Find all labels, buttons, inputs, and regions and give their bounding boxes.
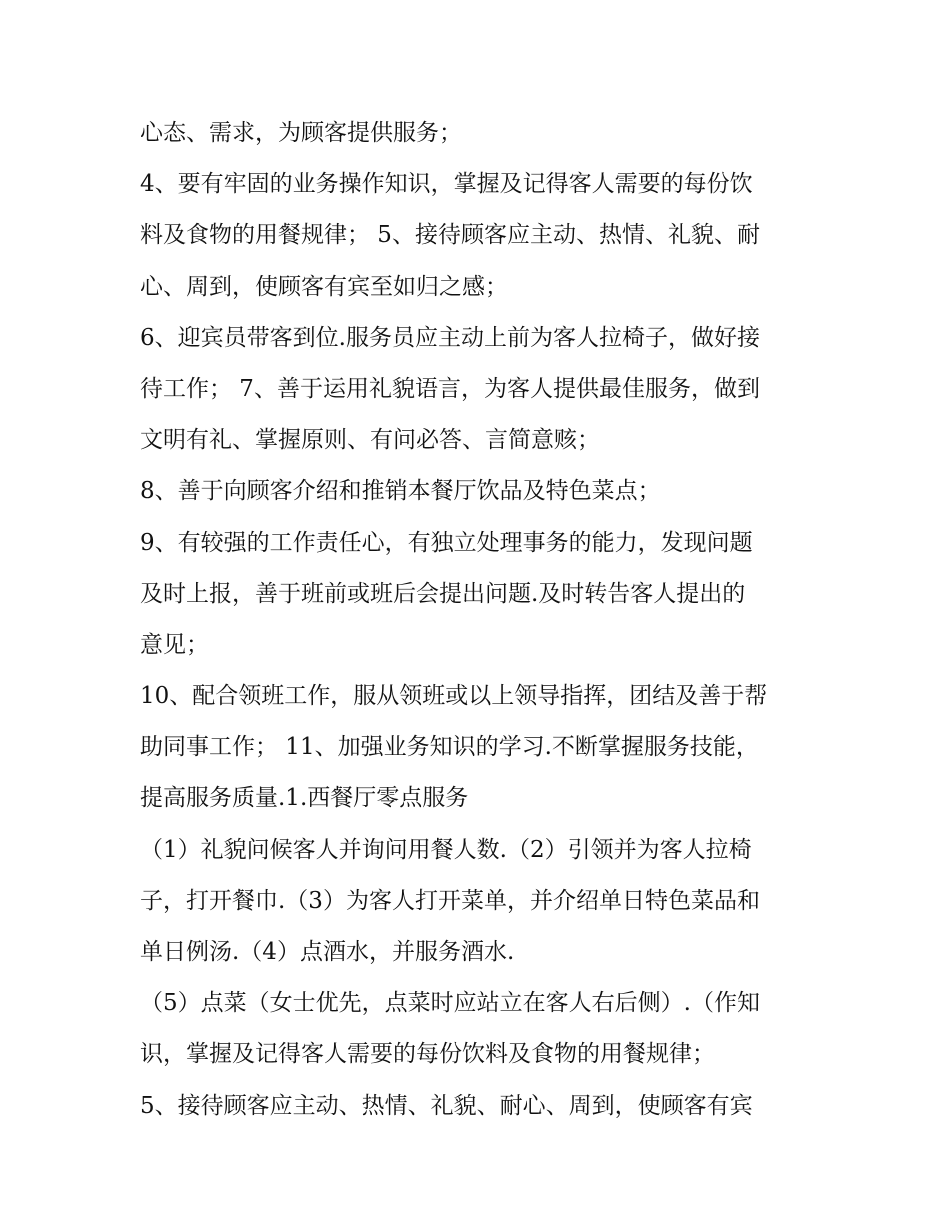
- text-line: 心态、需求，为顾客提供服务；: [140, 120, 462, 146]
- text-line: 子，打开餐巾.（3）为客人打开菜单，并介绍单日特色菜品和: [140, 887, 760, 914]
- text-line: 意见；: [140, 631, 209, 658]
- text-line: 8、善于向顾客介绍和推销本餐厅饮品及特色菜点；: [140, 478, 661, 505]
- text-line: 9、有较强的工作责任心，有独立处理事务的能力，发现问题: [140, 529, 753, 556]
- text-line: 单日例汤.（4）点酒水，并服务酒水.: [140, 939, 515, 965]
- document-body: [140, 108, 820, 1132]
- text-line: 助同事工作； 11、加强业务知识的学习.不断掌握服务技能，: [140, 734, 759, 761]
- text-line: 10、配合领班工作，服从领班或以上领导指挥，团结及善于帮: [140, 683, 768, 710]
- text-line: 识，掌握及记得客人需要的每份饮料及食物的用餐规律；: [140, 1041, 715, 1068]
- text-line: 及时上报，善于班前或班后会提出问题.及时转告客人提出的: [140, 580, 746, 607]
- text-line: 心、周到，使顾客有宾至如归之感；: [140, 273, 508, 300]
- text-line: 提高服务质量.1.西餐厅零点服务: [140, 785, 469, 812]
- text-line: 6、迎宾员带客到位.服务员应主动上前为客人拉椅子，做好接: [140, 324, 760, 351]
- text-line: 待工作； 7、善于运用礼貌语言，为客人提供最佳服务，做到: [140, 375, 760, 402]
- text-line: 4、要有牢固的业务操作知识，掌握及记得客人需要的每份饮: [140, 171, 753, 198]
- text-line: （5）点菜（女士优先，点菜时应站立在客人右后侧）.（作知: [140, 990, 760, 1017]
- text-line: （1）礼貌问候客人并询问用餐人数.（2）引领并为客人拉椅: [140, 836, 752, 863]
- text-line: 料及食物的用餐规律； 5、接待顾客应主动、热情、礼貌、耐: [140, 222, 760, 249]
- text-line: 5、接待顾客应主动、热情、礼貌、耐心、周到，使顾客有宾: [140, 1092, 753, 1119]
- text-line: 文明有礼、掌握原则、有问必答、言简意赅；: [140, 427, 600, 454]
